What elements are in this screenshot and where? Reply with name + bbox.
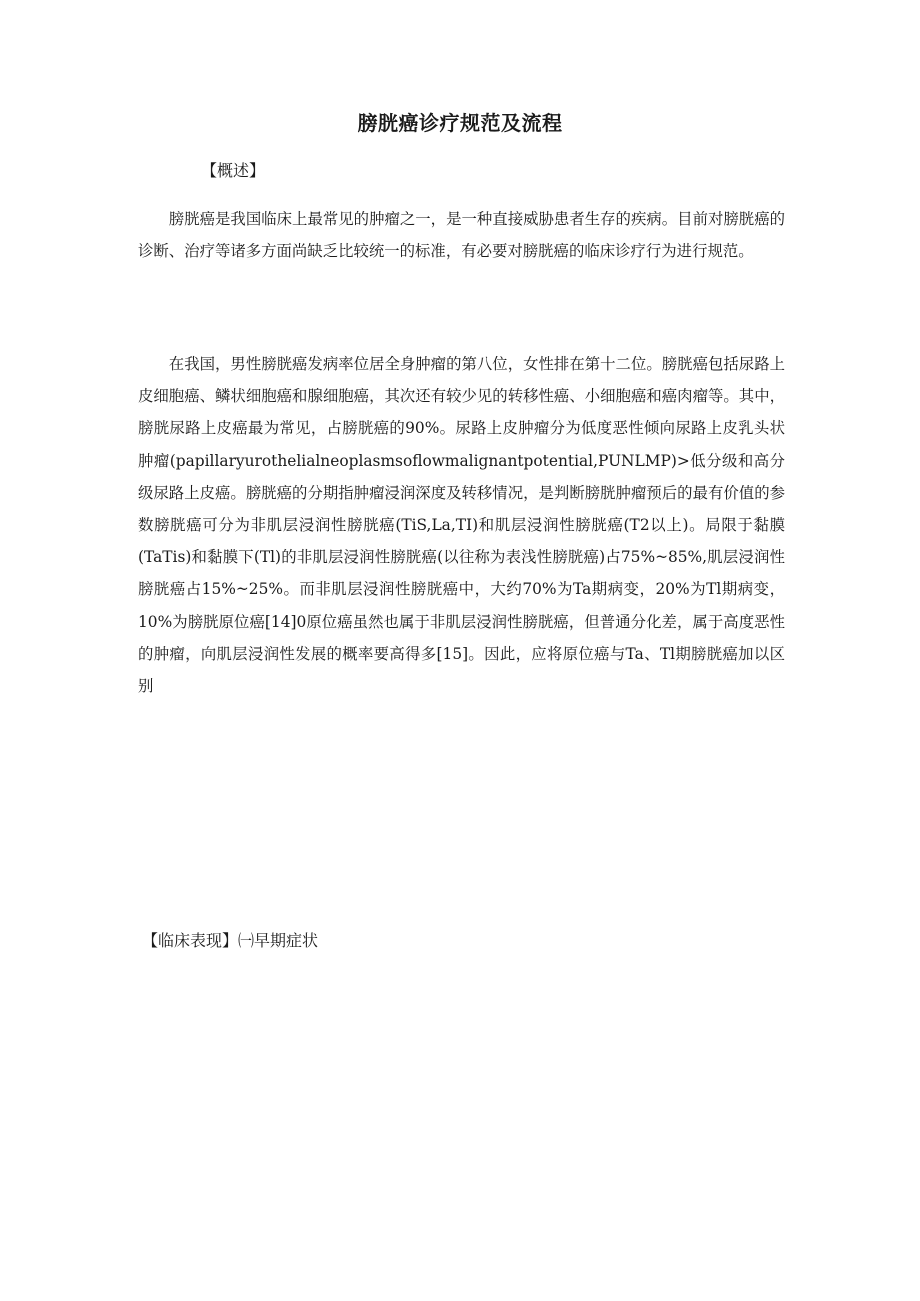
page-title: 膀胱癌诊疗规范及流程 (357, 111, 563, 135)
section-heading-overview: 【概述】 (201, 161, 266, 180)
paragraph-epidemiology: 在我国，男性膀胱癌发病率位居全身肿瘤的第八位，女性排在第十二位。膀胱癌包括尿路上皮细胞癌、鳞状细胞癌和腺细胞癌，其次还有较少见的转移性癌、小细胞癌和癌肉瘤等。其中，膀胱尿路上皮癌最为常见，占膀胱癌的90%。尿路上皮肿瘤分为低度恶性倾向尿路上皮乳头状肿瘤(papillaryurothelialneoplasmsoflowmalignantpotential,PUNLMP)>低分级和高分级尿路上皮癌。膀胱癌的分期指肿瘤浸润深度及转移情况，是判断膀胱肿瘤预后的最有价值的参数膀胱癌可分为非肌层浸润性膀胱癌(TiS,La,TI)和肌层浸润性膀胱癌(T2以上)。局限于黏膜(TaTis)和黏膜下(Tl)的非肌层浸润性膀胱癌(以往称为表浅性膀胱癌)占75%~85%,肌层浸润性膀胱癌占15%~25%。而非肌层浸润性膀胱癌中，大约70%为Ta期病变，20%为Tl期病变，10%为膀胱原位癌[14]0原位癌虽然也属于非肌层浸润性膀胱癌，但普通分化差，属于高度恶性的肿瘤，向肌层浸润性发展的概率要高得多[15]。因此，应将原位癌与Ta、Tl期膀胱癌加以区别 (138, 355, 785, 696)
paragraph-intro: 膀胱癌是我国临床上最常见的肿瘤之一，是一种直接威胁患者生存的疾病。目前对膀胱癌的诊断、治疗等诸多方面尚缺乏比较统一的标准，有必要对膀胱癌的临床诊疗行为进行规范。 (138, 210, 785, 261)
section-heading-clinical: 【临床表现】㈠早期症状 (142, 931, 319, 950)
